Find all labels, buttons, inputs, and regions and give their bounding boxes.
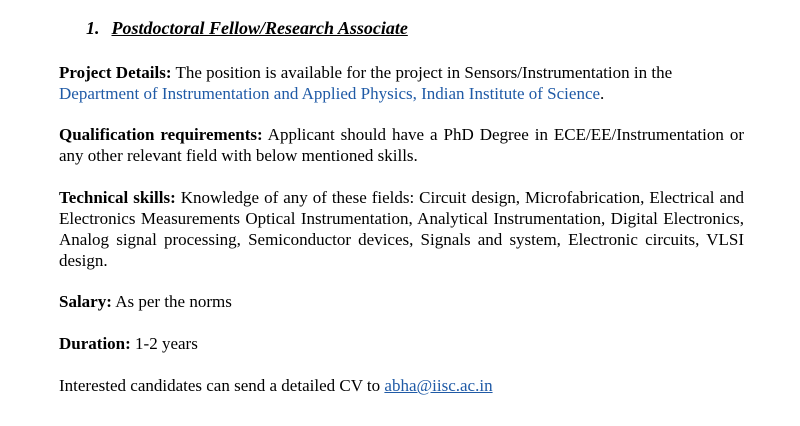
heading-number: 1.: [86, 18, 100, 38]
salary-text: As per the norms: [111, 292, 232, 311]
salary-label: Salary:: [59, 292, 112, 311]
duration-paragraph: [59, 333, 744, 354]
project-details-paragraph: [59, 62, 744, 104]
position-heading: [86, 16, 408, 40]
technical-skills-paragraph: [59, 187, 744, 271]
contact-text: Interested candidates can send a detailed CV to: [59, 376, 385, 395]
duration-text: 1-2 years: [130, 334, 198, 353]
technical-skills-text: Knowledge of any of these fields: Circuit design, Microfabrication, Electrical and Electronics Measurements Optical Instrumentation, Analytical Instrumentation, Digital Electronics, Analog signal processing, Semiconductor devices, Signals and system, Electronic circuits, VLSI design.: [59, 188, 744, 270]
qualification-label: Qualification requirements:: [59, 125, 263, 144]
technical-skills-label: Technical skills:: [59, 188, 176, 207]
project-details-label: Project Details:: [59, 63, 172, 82]
department-name: Department of Instrumentation and Applied Physics, Indian Institute of Science: [59, 84, 601, 103]
heading-title: Postdoctoral Fellow/Research Associate: [111, 18, 408, 38]
project-details-text: The position is available for the project in Sensors/Instrumentation in the: [171, 63, 673, 82]
project-details-end: .: [600, 84, 605, 103]
qualification-text: Applicant should have a PhD Degree in ECE/EE/Instrumentation or any other relevant field with below mentioned skills.: [59, 125, 744, 165]
contact-email-link[interactable]: abha@iisc.ac.in: [384, 376, 493, 395]
salary-paragraph: [59, 291, 744, 312]
contact-paragraph: [59, 375, 744, 396]
duration-label: Duration:: [59, 334, 131, 353]
qualification-paragraph: [59, 124, 744, 166]
